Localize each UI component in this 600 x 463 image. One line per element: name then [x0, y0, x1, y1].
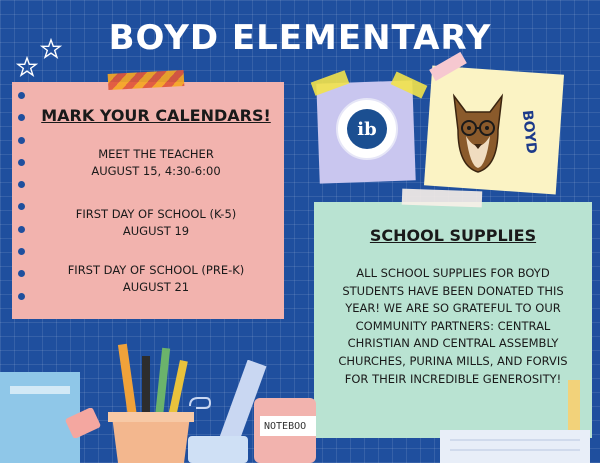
book-stack-icon	[440, 430, 590, 463]
calculator-icon	[188, 436, 248, 463]
calendar-item	[36, 262, 276, 296]
calendar-item-date: AUGUST 21	[122, 280, 190, 294]
washi-tape	[402, 189, 483, 208]
star-icon	[16, 56, 38, 78]
notebook-holes	[18, 92, 25, 315]
notebook-label: NOTEBOO	[264, 421, 307, 432]
eraser-icon	[64, 408, 102, 438]
calendar-item-date: AUGUST 15, 4:30-6:00	[91, 164, 221, 178]
ib-logo-mark: ib	[347, 109, 387, 149]
star-icon	[40, 38, 62, 60]
calendar-item-title: FIRST DAY OF SCHOOL (K-5)	[75, 207, 237, 221]
supplies-body: ALL SCHOOL SUPPLIES FOR BOYD STUDENTS HAVE BEEN DONATED THIS YEAR! WE ARE SO GRATEFUL TO OUR COMMUNITY PARTNERS: CENTRAL CHRISTIAN AND CENTRAL ASSEMBLY CHURCHES, PURINA MILLS, AND FORVIS FOR THEIR INCREDIBLE GENEROSITY!	[338, 266, 568, 386]
boyd-logo-text: BOYD	[518, 109, 540, 155]
calendar-item-title: FIRST DAY OF SCHOOL (PRE-K)	[67, 263, 245, 277]
calendar-item-date: AUGUST 19	[122, 224, 190, 238]
page-title: BOYD ELEMENTARY	[108, 18, 492, 58]
calendar-item-title: MEET THE TEACHER	[98, 147, 214, 161]
paperclip-icon	[186, 394, 212, 416]
supplies-heading: SCHOOL SUPPLIES	[369, 226, 537, 245]
calendar-item	[36, 146, 276, 180]
ib-logo	[336, 98, 398, 160]
calendar-item	[36, 206, 276, 240]
calendar-heading: MARK YOUR CALENDARS!	[41, 106, 271, 125]
